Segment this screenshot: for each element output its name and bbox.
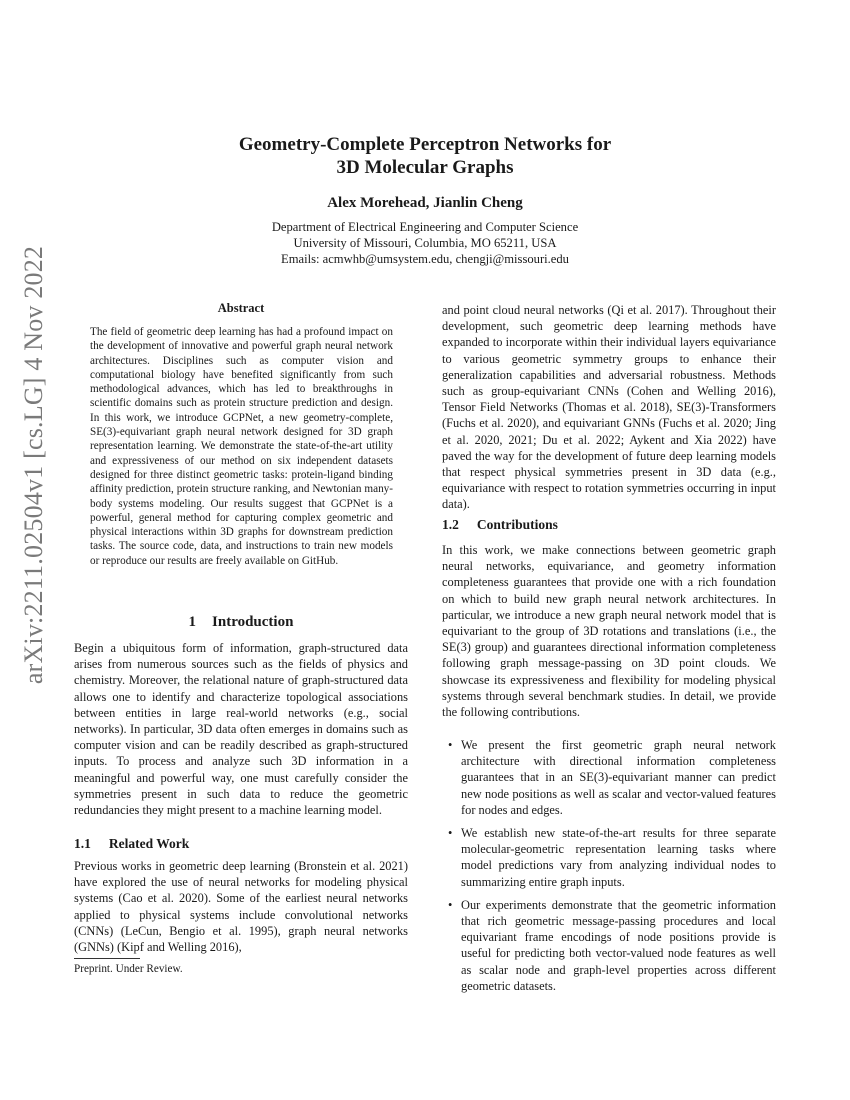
affiliation-emails: Emails: acmwhb@umsystem.edu, chengji@missouri.edu xyxy=(281,252,569,266)
authors: Alex Morehead, Jianlin Cheng xyxy=(327,195,523,211)
bullet-icon: • xyxy=(448,826,453,841)
bullet-icon: • xyxy=(448,897,453,912)
list-item xyxy=(442,737,776,818)
title-line-1: Geometry-Complete Perceptron Networks for xyxy=(238,134,612,155)
section-1-1-number: 1.1 xyxy=(74,836,91,851)
footnote-rule xyxy=(74,958,140,959)
section-1-1-title: Related Work xyxy=(108,836,190,851)
related-work-continued: and point cloud neural networks (Qi et al. 2017). Throughout their development, such geometric deep learning methods have expanded to incorporate within their individual layers equivariance to various geometric symmetry groups to enhance their generalization capabilities and adversarial robustness. Methods such as group-equivariant CNNs (Cohen and Welling 2016), Tensor Field Networks (Thomas et al. 2018), SE(3)-Transformers (Fuchs et al. 2020), and equivariant GNNs (Fuchs et al. 2020; Jing et al. 2020, 2021; Du et al. 2022; Aykent and Xia 2022) have paved the way for the development of future deep learning models that respect physical symmetries present in 3D data (e.g., equivariance with respect to rotation symmetries occurring in input data). xyxy=(442,303,776,512)
related-work-paragraph: Previous works in geometric deep learning (Bronstein et al. 2021) have explored the use of neural networks for modeling physical systems (Cao et al. 2020). Some of the earliest neural networks applied to physical systems include convolutional networks (CNNs) (LeCun, Bengio et al. 1995), graph neural networks (GNNs) (Kipf and Welling 2016), xyxy=(74,859,408,955)
section-1-2-title: Contributions xyxy=(476,517,558,532)
title-line-2: 3D Molecular Graphs xyxy=(336,157,514,178)
section-1-title: Introduction xyxy=(212,614,294,630)
section-1-number: 1 xyxy=(188,614,197,630)
section-1-heading xyxy=(74,614,408,631)
list-item-text: We establish new state-of-the-art results for three separate molecular-geometric representation learning tasks where model predictions vary from analyzing individual nodes to summarizing entire graph inputs. xyxy=(461,826,776,889)
contributions-list xyxy=(442,737,776,1001)
abstract-text: The field of geometric deep learning has had a profound impact on the development of innovative and powerful graph neural network architectures. Disciplines such as computer vision and computational biology have benefited significantly from such methodological advances, which has led to breakthroughs in scientific domains such as protein structure prediction and design. In this work, we introduce GCPNet, a new geometry-complete, SE(3)-equivariant graph neural network designed for 3D graph representation learning. We demonstrate the state-of-the-art utility and expressiveness of our method on six independent datasets designed for three distinct geometric tasks: protein-ligand binding affinity prediction, protein structure ranking, and Newtonian many-body systems modeling. Our results suggest that GCPNet is a powerful, general method for capturing complex geometric and physical interactions within 3D graphs for downstream prediction tasks. The source code, data, and instructions to train new models or reproduce our results are freely available on GitHub. xyxy=(90,326,393,567)
contributions-paragraph: In this work, we make connections between geometric graph neural networks, equivariance, and geometry information completeness guarantees that provide one with a rich foundation on which to build new graph neural network architectures. In particular, we introduce a new graph neural network model that is equivariant to the group of 3D rotations and translations (i.e., the SE(3) group) and guarantees directional information completeness following graph message-passing on 3D point clouds. We showcase its expressiveness and flexibility for modeling physical systems through several benchmark studies. In detail, we provide the following contributions. xyxy=(442,543,776,720)
section-1-2-number: 1.2 xyxy=(442,517,459,532)
list-item xyxy=(442,897,776,994)
section-1-2-heading xyxy=(442,517,776,533)
affiliation-department: Department of Electrical Engineering and Computer Science xyxy=(271,220,579,234)
arxiv-stamp-text: arXiv:2211.02504v1 [cs.LG] 4 Nov 2022 xyxy=(19,245,48,684)
paper-title xyxy=(150,133,700,179)
list-item xyxy=(442,825,776,890)
affiliation xyxy=(150,219,700,267)
list-item-text: Our experiments demonstrate that the geometric information that rich geometric message-passing procedures and local equivariant frame encodings of node positions provide is useful for predicting both vector-valued node features as well as scalar node and graph-level properties across different geometric datasets. xyxy=(461,897,776,993)
arxiv-stamp xyxy=(14,245,54,684)
list-item-text: We present the first geometric graph neural network architecture with directional information completeness guarantees that in an SE(3)-equivariant manner can predict new node positions as well as scalar and vector-valued features for nodes and edges. xyxy=(461,738,776,817)
abstract-heading: Abstract xyxy=(217,301,265,315)
section-1-1-heading xyxy=(74,836,408,852)
affiliation-university: University of Missouri, Columbia, MO 65211, USA xyxy=(293,236,557,250)
footnote: Preprint. Under Review. xyxy=(74,963,183,975)
introduction-paragraph: Begin a ubiquitous form of information, graph-structured data arises from numerous sources such as the fields of physics and chemistry. Moreover, the relational nature of graph-structured data allows one to identify and characterize topological associations between entities in large real-world networks (e.g., social networks). In particular, 3D data often emerges in domains such as computer vision and can be readily described as graph-structured inputs. To process and analyze such 3D information in a meaningful and powerful way, one must carefully consider the symmetries present in such data to reduce the geometric redundancies they might present to a machine learning model. xyxy=(74,641,408,818)
bullet-icon: • xyxy=(448,738,453,752)
